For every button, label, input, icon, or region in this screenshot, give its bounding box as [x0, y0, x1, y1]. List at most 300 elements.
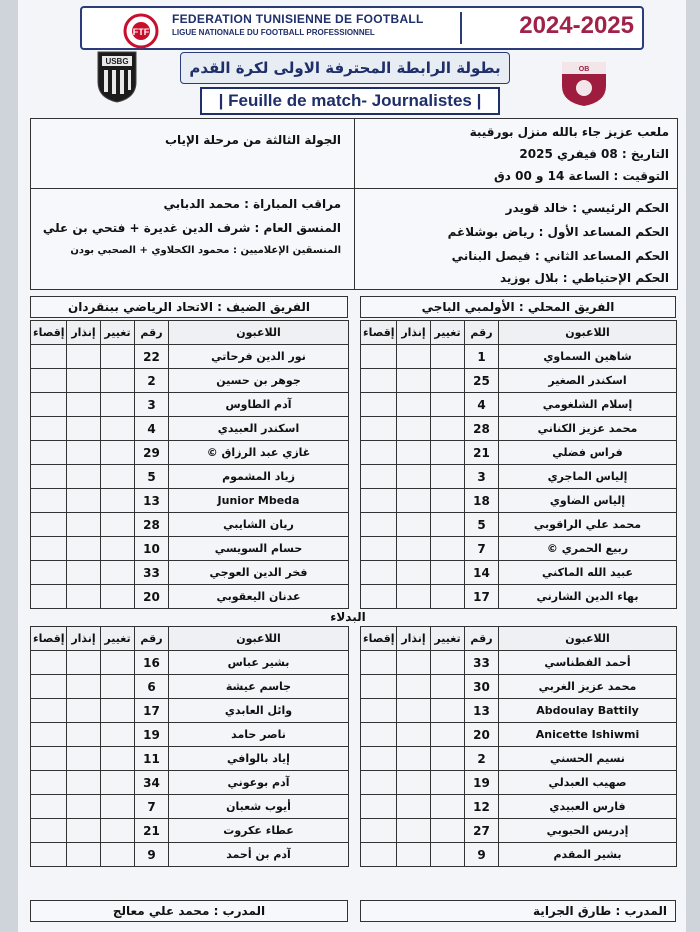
player-name: Anicette Ishiwmi — [499, 723, 677, 747]
federation-banner — [80, 6, 644, 50]
home-subs-body — [361, 651, 677, 867]
sub-cell — [101, 819, 135, 843]
sub-cell — [431, 441, 465, 465]
player-number: 20 — [135, 585, 169, 609]
player-number: 13 — [465, 699, 499, 723]
expulsion-cell — [361, 537, 397, 561]
sub-cell — [431, 819, 465, 843]
warning-cell — [397, 723, 431, 747]
player-name: جاسم عيشة — [169, 675, 349, 699]
warning-cell — [67, 417, 101, 441]
warning-cell — [67, 441, 101, 465]
table-row — [31, 585, 349, 609]
sub-cell — [101, 651, 135, 675]
player-name: إلياس الماجري — [499, 465, 677, 489]
table-row — [31, 843, 349, 867]
warning-cell — [67, 465, 101, 489]
player-number: 3 — [465, 465, 499, 489]
player-name: عبيد الله الماكني — [499, 561, 677, 585]
player-name: فارس العبيدي — [499, 795, 677, 819]
away-coach: المدرب : محمد علي معالج — [30, 900, 348, 922]
home-club-crest-icon — [96, 48, 138, 104]
referee: الحكم الرئيسي : خالد قويدر — [505, 201, 669, 215]
sub-cell — [431, 747, 465, 771]
table-row — [361, 795, 677, 819]
sub-cell — [101, 675, 135, 699]
sub-cell — [431, 369, 465, 393]
table-row — [361, 537, 677, 561]
player-number: 28 — [135, 513, 169, 537]
away-starters-body — [31, 345, 349, 609]
player-name: صهيب العبدلي — [499, 771, 677, 795]
warning-cell — [67, 747, 101, 771]
substitutes-label: البدلاء — [330, 610, 366, 624]
col-sub: تغيير — [431, 321, 465, 345]
player-name: إلياس الضاوي — [499, 489, 677, 513]
expulsion-cell — [31, 747, 67, 771]
warning-cell — [67, 345, 101, 369]
player-name: ربيع الحمري © — [499, 537, 677, 561]
expulsion-cell — [31, 537, 67, 561]
player-number: 14 — [465, 561, 499, 585]
table-row — [361, 561, 677, 585]
expulsion-cell — [31, 585, 67, 609]
table-row — [361, 417, 677, 441]
warning-cell — [67, 537, 101, 561]
player-number: 28 — [465, 417, 499, 441]
player-name: جوهر بن حسين — [169, 369, 349, 393]
player-number: 2 — [135, 369, 169, 393]
sheet-title: | Feuille de match- Journalistes | — [200, 87, 500, 115]
player-number: 19 — [465, 771, 499, 795]
player-name: إسلام الشلغومي — [499, 393, 677, 417]
table-row — [31, 723, 349, 747]
table-row — [361, 489, 677, 513]
warning-cell — [397, 513, 431, 537]
table-row — [361, 393, 677, 417]
table-row — [361, 441, 677, 465]
table-row — [361, 771, 677, 795]
sub-cell — [101, 561, 135, 585]
player-number: 27 — [465, 819, 499, 843]
sub-cell — [101, 489, 135, 513]
table-row — [31, 393, 349, 417]
table-row — [361, 369, 677, 393]
player-number: 34 — [135, 771, 169, 795]
player-number: 19 — [135, 723, 169, 747]
home-starters-body — [361, 345, 677, 609]
home-coach: المدرب : طارق الجراية — [360, 900, 676, 922]
expulsion-cell — [361, 561, 397, 585]
sub-cell — [431, 561, 465, 585]
warning-cell — [397, 771, 431, 795]
warning-cell — [397, 843, 431, 867]
col-expulsion: إقصاء — [31, 627, 67, 651]
player-number: 17 — [135, 699, 169, 723]
table-row — [31, 651, 349, 675]
assistant-referee-1: الحكم المساعد الأول : رياض بوشلاغم — [447, 225, 669, 239]
sub-cell — [101, 747, 135, 771]
sub-cell — [101, 699, 135, 723]
expulsion-cell — [361, 465, 397, 489]
warning-cell — [67, 651, 101, 675]
player-name: عطاء عكروت — [169, 819, 349, 843]
table-row — [361, 585, 677, 609]
warning-cell — [67, 675, 101, 699]
player-number: 21 — [135, 819, 169, 843]
expulsion-cell — [31, 651, 67, 675]
expulsion-cell — [361, 747, 397, 771]
player-number: 20 — [465, 723, 499, 747]
stadium: ملعب عزيز جاء بالله منزل بورقيبة — [469, 125, 669, 139]
col-number: رقم — [135, 321, 169, 345]
expulsion-cell — [31, 723, 67, 747]
player-number: 6 — [135, 675, 169, 699]
sub-cell — [101, 537, 135, 561]
player-number: 1 — [465, 345, 499, 369]
col-number: رقم — [465, 321, 499, 345]
player-number: 4 — [135, 417, 169, 441]
season: 2024-2025 — [519, 12, 634, 39]
away-subs-table — [30, 626, 349, 867]
table-row — [31, 441, 349, 465]
sub-cell — [101, 345, 135, 369]
warning-cell — [397, 585, 431, 609]
player-name: غازي عبد الرزاق © — [169, 441, 349, 465]
expulsion-cell — [361, 369, 397, 393]
expulsion-cell — [361, 795, 397, 819]
expulsion-cell — [361, 513, 397, 537]
table-row — [361, 843, 677, 867]
player-number: 4 — [465, 393, 499, 417]
sub-cell — [431, 843, 465, 867]
away-starters-table — [30, 320, 349, 609]
expulsion-cell — [31, 441, 67, 465]
player-name: ريان الشايبي — [169, 513, 349, 537]
match-sheet — [18, 0, 686, 932]
sub-cell — [101, 513, 135, 537]
table-row — [361, 513, 677, 537]
warning-cell — [67, 819, 101, 843]
table-row — [31, 489, 349, 513]
ftf-logo-icon — [118, 12, 164, 50]
player-number: 9 — [135, 843, 169, 867]
expulsion-cell — [361, 699, 397, 723]
federation-name: FEDERATION TUNISIENNE DE FOOTBALL — [172, 12, 424, 26]
player-name: نسيم الحسني — [499, 747, 677, 771]
expulsion-cell — [361, 441, 397, 465]
table-row — [31, 795, 349, 819]
player-number: 7 — [465, 537, 499, 561]
sub-cell — [101, 795, 135, 819]
player-number: 18 — [465, 489, 499, 513]
sub-cell — [431, 489, 465, 513]
table-row — [31, 417, 349, 441]
warning-cell — [67, 561, 101, 585]
col-expulsion: إقصاء — [361, 627, 397, 651]
warning-cell — [67, 843, 101, 867]
player-number: 29 — [135, 441, 169, 465]
col-warning: إنذار — [397, 321, 431, 345]
sub-cell — [431, 675, 465, 699]
ftf-logo-text: FTF — [132, 27, 150, 37]
player-number: 33 — [465, 651, 499, 675]
player-name: إياد بالوافي — [169, 747, 349, 771]
player-name: ناصر حامد — [169, 723, 349, 747]
expulsion-cell — [361, 843, 397, 867]
expulsion-cell — [361, 585, 397, 609]
match-date: التاريخ : 08 فيفري 2025 — [519, 147, 669, 161]
player-name: اسكندر العبيدي — [169, 417, 349, 441]
table-row — [361, 747, 677, 771]
match-supervisor: مراقب المباراة : محمد الدبابي — [163, 197, 341, 211]
player-number: 5 — [465, 513, 499, 537]
sub-cell — [101, 723, 135, 747]
player-name: بشير عباس — [169, 651, 349, 675]
expulsion-cell — [31, 771, 67, 795]
warning-cell — [67, 795, 101, 819]
player-number: 3 — [135, 393, 169, 417]
warning-cell — [67, 723, 101, 747]
table-row — [31, 369, 349, 393]
col-expulsion: إقصاء — [31, 321, 67, 345]
sub-cell — [431, 393, 465, 417]
warning-cell — [397, 489, 431, 513]
table-row — [361, 699, 677, 723]
player-name: Abdoulay Battily — [499, 699, 677, 723]
home-team-title: الفريق المحلي : الأولمبي الباجي — [360, 296, 676, 318]
sub-cell — [431, 417, 465, 441]
player-name: بهاء الدين الشارني — [499, 585, 677, 609]
player-name: بشير المقدم — [499, 843, 677, 867]
warning-cell — [67, 513, 101, 537]
sub-cell — [431, 771, 465, 795]
expulsion-cell — [31, 699, 67, 723]
player-name: إدريس الحبوبي — [499, 819, 677, 843]
table-row — [361, 345, 677, 369]
table-row — [361, 675, 677, 699]
warning-cell — [67, 585, 101, 609]
match-info-box — [30, 118, 678, 190]
player-name: عدنان اليعقوبي — [169, 585, 349, 609]
expulsion-cell — [361, 819, 397, 843]
table-row — [31, 747, 349, 771]
match-time: التوقيت : الساعة 14 و 00 دق — [494, 169, 669, 183]
table-row — [31, 345, 349, 369]
expulsion-cell — [361, 771, 397, 795]
col-players: اللاعبون — [169, 321, 349, 345]
player-number: 12 — [465, 795, 499, 819]
table-row — [361, 819, 677, 843]
away-crest-text: OB — [578, 66, 590, 73]
general-coordinator: المنسق العام : شرف الدين غديرة + فتحي بن علي — [42, 221, 341, 235]
player-name: محمد علي الراقوبي — [499, 513, 677, 537]
player-name: Junior Mbeda — [169, 489, 349, 513]
warning-cell — [397, 345, 431, 369]
match-round: الجولة الثالثة من مرحلة الإياب — [164, 133, 341, 147]
expulsion-cell — [31, 393, 67, 417]
fourth-official: الحكم الإحتياطي : بلال بوزيد — [499, 271, 669, 285]
sub-cell — [101, 585, 135, 609]
warning-cell — [397, 417, 431, 441]
warning-cell — [397, 537, 431, 561]
col-players: اللاعبون — [169, 627, 349, 651]
player-number: 2 — [465, 747, 499, 771]
header — [18, 0, 686, 118]
expulsion-cell — [31, 675, 67, 699]
player-name: وائل العابدي — [169, 699, 349, 723]
col-warning: إنذار — [67, 627, 101, 651]
player-number: 9 — [465, 843, 499, 867]
expulsion-cell — [361, 489, 397, 513]
player-name: آدم الطاوس — [169, 393, 349, 417]
player-number: 10 — [135, 537, 169, 561]
expulsion-cell — [361, 723, 397, 747]
table-row — [31, 465, 349, 489]
col-warning: إنذار — [397, 627, 431, 651]
player-name: محمد عزيز الكناني — [499, 417, 677, 441]
player-number: 16 — [135, 651, 169, 675]
player-name: فراس فضلي — [499, 441, 677, 465]
expulsion-cell — [361, 417, 397, 441]
away-club-crest-icon — [558, 56, 610, 108]
warning-cell — [67, 369, 101, 393]
player-number: 22 — [135, 345, 169, 369]
warning-cell — [397, 393, 431, 417]
officials-box — [30, 188, 678, 290]
sub-cell — [431, 345, 465, 369]
player-number: 13 — [135, 489, 169, 513]
col-sub: تغيير — [101, 321, 135, 345]
player-number: 30 — [465, 675, 499, 699]
expulsion-cell — [31, 369, 67, 393]
player-name: أيوب شعبان — [169, 795, 349, 819]
sub-cell — [101, 771, 135, 795]
league-name: LIGUE NATIONALE DU FOOTBALL PROFESSIONNEL — [172, 28, 375, 37]
expulsion-cell — [31, 513, 67, 537]
expulsion-cell — [361, 345, 397, 369]
sub-cell — [431, 723, 465, 747]
championship-title: بطولة الرابطة المحترفة الاولى لكرة القدم — [180, 52, 510, 84]
player-number: 33 — [135, 561, 169, 585]
expulsion-cell — [31, 819, 67, 843]
warning-cell — [397, 369, 431, 393]
sub-cell — [101, 417, 135, 441]
table-row — [361, 651, 677, 675]
sub-cell — [431, 699, 465, 723]
warning-cell — [397, 747, 431, 771]
warning-cell — [397, 795, 431, 819]
player-number: 25 — [465, 369, 499, 393]
assistant-referee-2: الحكم المساعد الثاني : فيصل البناني — [451, 249, 669, 263]
sub-cell — [431, 795, 465, 819]
warning-cell — [397, 675, 431, 699]
home-subs-table — [360, 626, 677, 867]
expulsion-cell — [31, 465, 67, 489]
expulsion-cell — [361, 651, 397, 675]
player-number: 17 — [465, 585, 499, 609]
player-name: فخر الدين العوجي — [169, 561, 349, 585]
player-number: 5 — [135, 465, 169, 489]
expulsion-cell — [31, 345, 67, 369]
media-coordinators: المنسقين الإعلاميين : محمود الكحلاوي + الصحبي بودن — [70, 245, 341, 256]
warning-cell — [397, 651, 431, 675]
player-name: آدم بن أحمد — [169, 843, 349, 867]
sub-cell — [431, 513, 465, 537]
warning-cell — [67, 489, 101, 513]
player-name: شاهين السماوي — [499, 345, 677, 369]
col-sub: تغيير — [431, 627, 465, 651]
expulsion-cell — [31, 843, 67, 867]
col-expulsion: إقصاء — [361, 321, 397, 345]
sub-cell — [101, 843, 135, 867]
warning-cell — [397, 819, 431, 843]
col-number: رقم — [135, 627, 169, 651]
warning-cell — [397, 699, 431, 723]
table-row — [31, 537, 349, 561]
away-subs-body — [31, 651, 349, 867]
away-team-title: الفريق الضيف : الاتحاد الرياضي ببنقردان — [30, 296, 348, 318]
table-row — [31, 561, 349, 585]
player-number: 21 — [465, 441, 499, 465]
home-crest-text: USBG — [105, 57, 129, 66]
player-name: آدم بوعوني — [169, 771, 349, 795]
col-players: اللاعبون — [499, 321, 677, 345]
home-starters-table — [360, 320, 677, 609]
table-row — [361, 723, 677, 747]
warning-cell — [397, 465, 431, 489]
player-number: 11 — [135, 747, 169, 771]
warning-cell — [67, 771, 101, 795]
player-name: أحمد الفطناسي — [499, 651, 677, 675]
table-row — [31, 819, 349, 843]
header-divider — [460, 12, 462, 44]
sub-cell — [431, 585, 465, 609]
sub-cell — [431, 465, 465, 489]
sub-cell — [431, 651, 465, 675]
sub-cell — [101, 369, 135, 393]
expulsion-cell — [361, 393, 397, 417]
table-row — [31, 699, 349, 723]
warning-cell — [397, 441, 431, 465]
sub-cell — [101, 465, 135, 489]
col-warning: إنذار — [67, 321, 101, 345]
player-name: زياد المشموم — [169, 465, 349, 489]
table-row — [31, 675, 349, 699]
expulsion-cell — [31, 561, 67, 585]
col-players: اللاعبون — [499, 627, 677, 651]
expulsion-cell — [31, 417, 67, 441]
sub-cell — [101, 441, 135, 465]
sub-cell — [101, 393, 135, 417]
warning-cell — [397, 561, 431, 585]
player-number: 7 — [135, 795, 169, 819]
col-sub: تغيير — [101, 627, 135, 651]
table-row — [31, 771, 349, 795]
player-name: حسام السويسي — [169, 537, 349, 561]
player-name: محمد عزيز الغربي — [499, 675, 677, 699]
player-name: نور الدين فرحاتي — [169, 345, 349, 369]
sub-cell — [431, 537, 465, 561]
warning-cell — [67, 699, 101, 723]
expulsion-cell — [31, 795, 67, 819]
expulsion-cell — [31, 489, 67, 513]
col-number: رقم — [465, 627, 499, 651]
warning-cell — [67, 393, 101, 417]
expulsion-cell — [361, 675, 397, 699]
table-row — [361, 465, 677, 489]
table-row — [31, 513, 349, 537]
